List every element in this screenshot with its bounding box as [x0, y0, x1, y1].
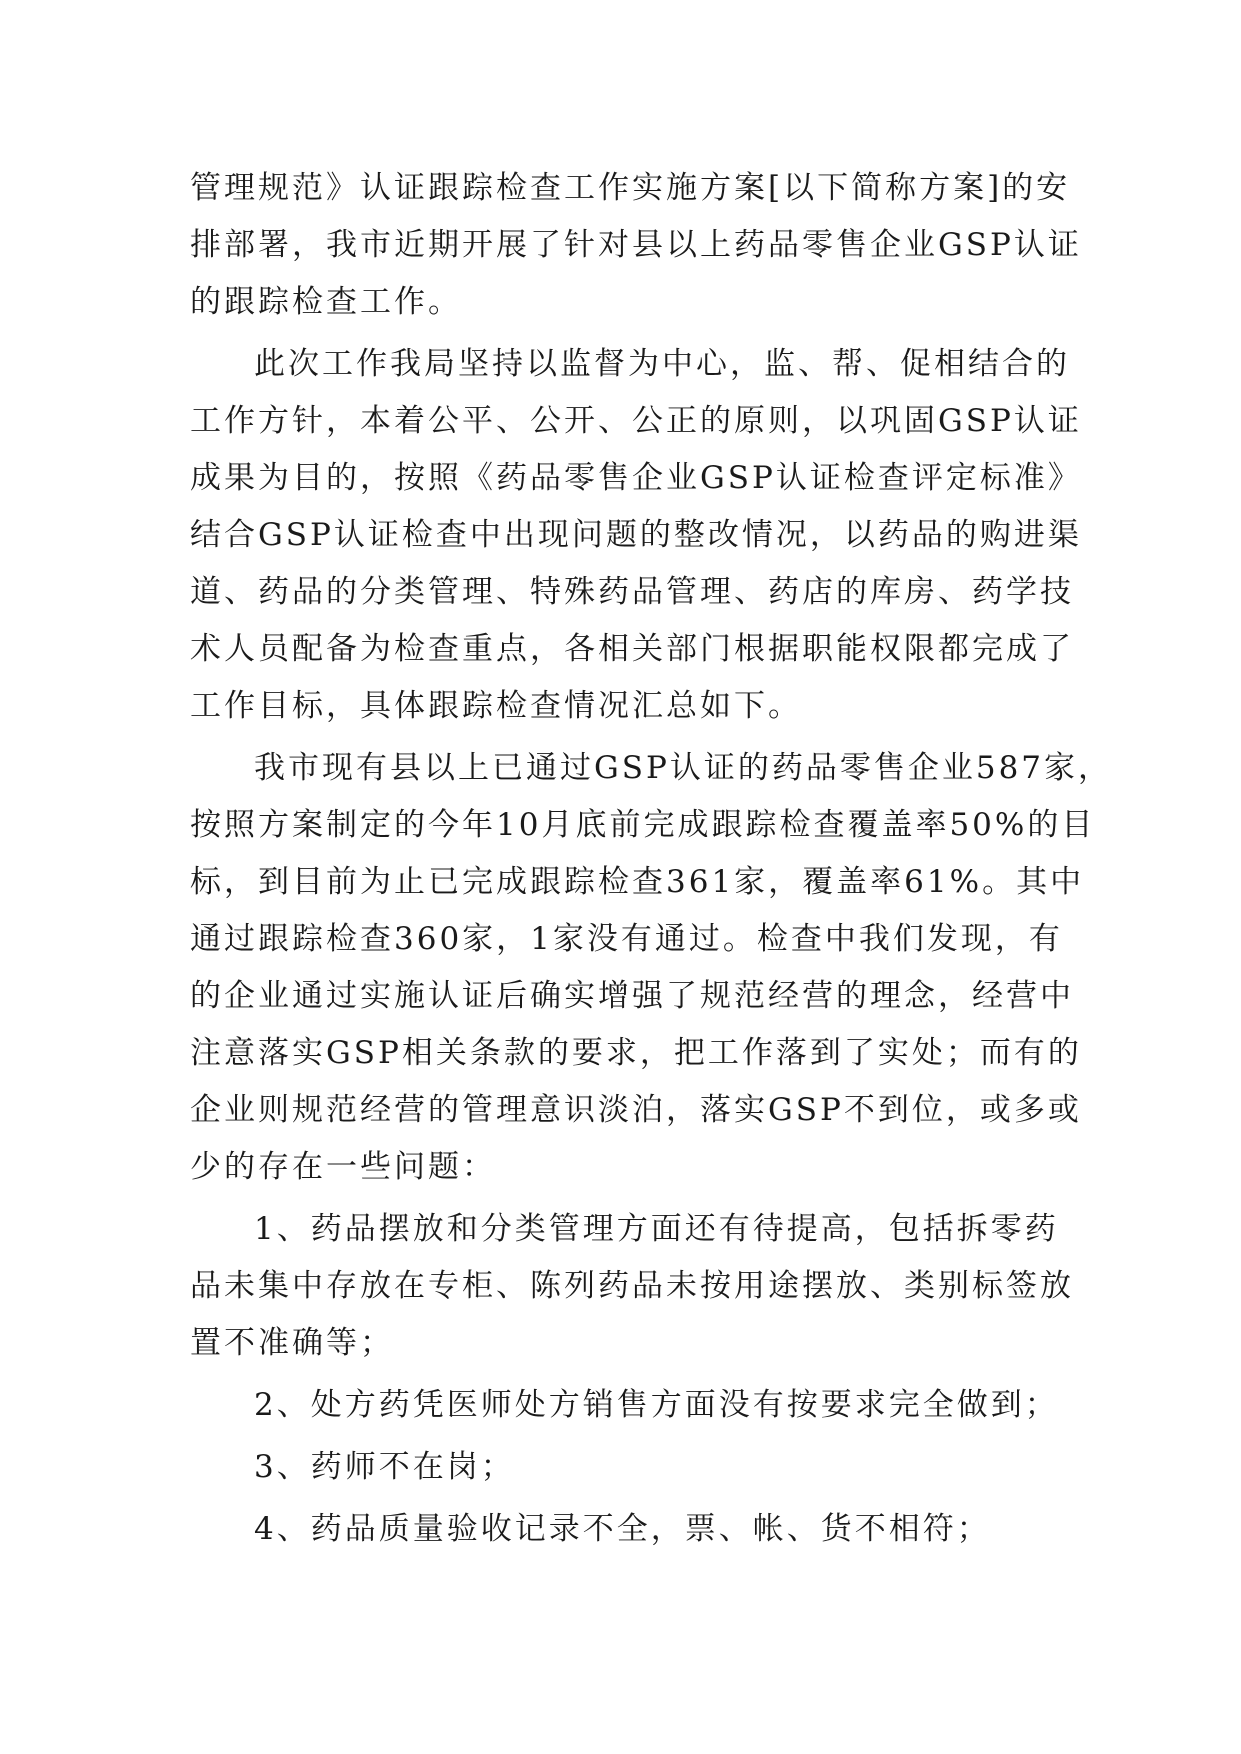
text-line: 通过跟踪检查360家，1家没有通过。检查中我们发现，有 — [190, 921, 1063, 957]
text-line: 企业则规范经营的管理意识淡泊，落实GSP不到位，或多或 — [190, 1092, 1082, 1128]
text-line: 注意落实GSP相关条款的要求，把工作落到了实处；而有的 — [190, 1035, 1082, 1071]
text-line: 管理规范》认证跟踪检查工作实施方案[以下简称方案]的安 — [190, 170, 1071, 206]
text-line: 1、药品摆放和分类管理方面还有待提高，包括拆零药 — [254, 1211, 1059, 1247]
text-line: 2、处方药凭医师处方销售方面没有按要求完全做到； — [254, 1387, 1059, 1423]
text-line: 品未集中存放在专柜、陈列药品未按用途摆放、类别标签放 — [190, 1268, 1074, 1304]
paragraph-inspection-results — [190, 740, 1113, 1196]
text-line: 按照方案制定的今年10月底前完成跟踪检查覆盖率50%的目 — [190, 807, 1096, 843]
text-line: 置不准确等； — [190, 1325, 394, 1361]
text-line: 标，到目前为止已完成跟踪检查361家，覆盖率61%。其中 — [190, 864, 1085, 900]
text-line: 4、药品质量验收记录不全，票、帐、货不相符； — [254, 1511, 991, 1547]
text-line: 此次工作我局坚持以监督为中心，监、帮、促相结合的 — [254, 346, 1070, 382]
paragraph-work-policy — [190, 336, 1082, 735]
list-item-3 — [190, 1439, 1050, 1496]
text-line: 少的存在一些问题： — [190, 1149, 496, 1185]
text-line: 术人员配备为检查重点，各相关部门根据职能权限都完成了 — [190, 631, 1074, 667]
text-line: 工作目标，具体跟踪检查情况汇总如下。 — [190, 688, 802, 724]
text-line: 结合GSP认证检查中出现问题的整改情况，以药品的购进渠 — [190, 517, 1082, 553]
text-line: 的企业通过实施认证后确实增强了规范经营的理念，经营中 — [190, 978, 1074, 1014]
text-line: 工作方针，本着公平、公开、公正的原则，以巩固GSP认证 — [190, 403, 1082, 439]
text-line: 道、药品的分类管理、特殊药品管理、药店的库房、药学技 — [190, 574, 1074, 610]
text-line: 3、药师不在岗； — [254, 1449, 515, 1485]
list-item-2 — [190, 1377, 1059, 1434]
text-line: 我市现有县以上已通过GSP认证的药品零售企业587家， — [254, 750, 1113, 786]
list-item-1 — [190, 1201, 1074, 1372]
document-body — [190, 160, 1113, 1558]
list-item-4 — [190, 1501, 1050, 1558]
text-line: 排部署，我市近期开展了针对县以上药品零售企业GSP认证 — [190, 227, 1082, 263]
text-line: 成果为目的，按照《药品零售企业GSP认证检查评定标准》 — [190, 460, 1082, 496]
paragraph-plan-intro — [190, 160, 1082, 331]
text-line: 的跟踪检查工作。 — [190, 284, 462, 320]
